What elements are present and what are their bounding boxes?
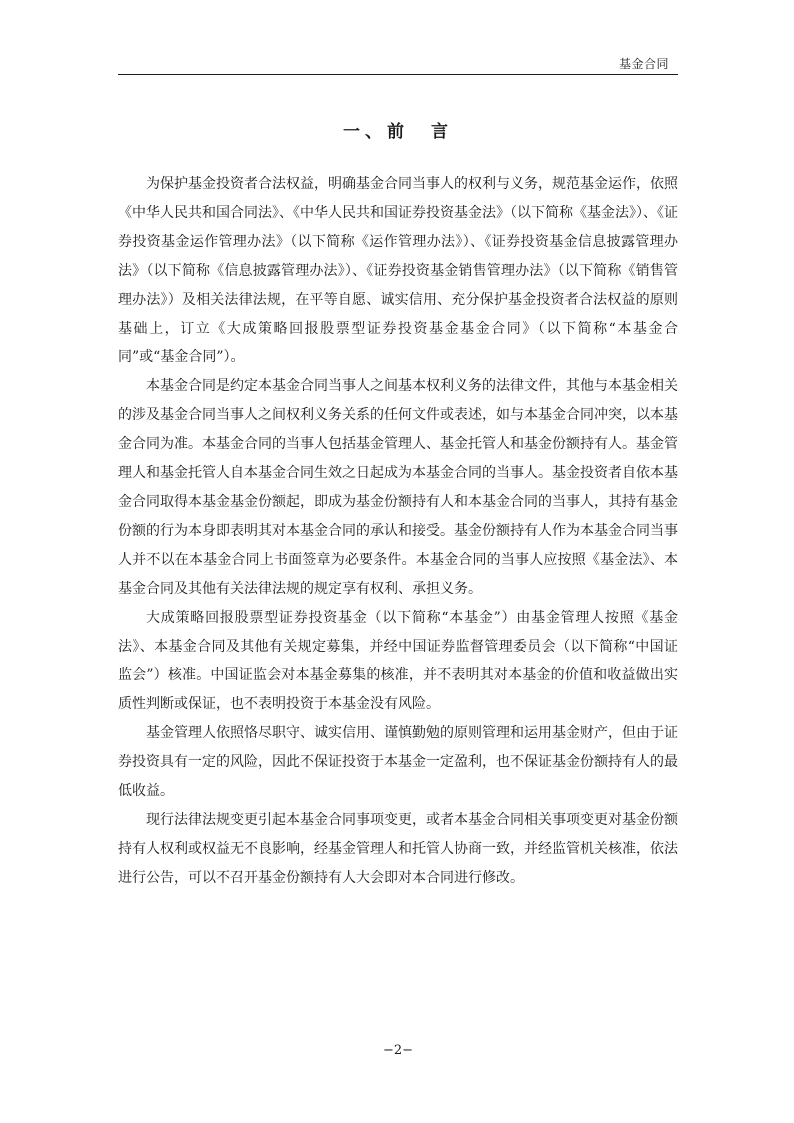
paragraph-5: 现行法律法规变更引起本基金合同事项变更，或者本基金合同相关事项变更对基金份额持有人权利或权益无不良影响，经基金管理人和托管人协商一致，并经监管机关核准，依法进行公告，可以不召开基金份额持有人大会即对本合同进行修改。 <box>118 811 678 886</box>
header-rule <box>118 74 678 75</box>
paragraph-4: 基金管理人依照恪尽职守、诚实信用、谨慎勤勉的原则管理和运用基金财产，但由于证券投资具有一定的风险，因此不保证投资于本基金一定盈利，也不保证基金份额持有人的最低收益。 <box>118 725 678 800</box>
body-text <box>118 170 678 893</box>
section-title: 一、前 言 <box>343 122 453 142</box>
paragraph-1: 为保护基金投资者合法权益，明确基金合同当事人的权利与义务，规范基金运作，依照《中华人民共和国合同法》、《中华人民共和国证券投资基金法》（以下简称《基金法》）、《证券投资基金运作管理办法》（以下简称《运作管理办法》）、《证券投资基金信息披露管理办法》（以下简称《信息披露管理办法》）、《证券投资基金销售管理办法》（以下简称《销售管理办法》）及相关法律法规，在平等自愿、诚实信用、充分保护基金投资者合法权益的原则基础上，订立《大成策略回报股票型证券投资基金基金合同》（以下简称“本基金合同”或“基金合同”）。 <box>118 176 678 366</box>
page-number: −2− <box>382 1043 414 1058</box>
paragraph-3: 大成策略回报股票型证券投资基金（以下简称“本基金”）由基金管理人按照《基金法》、本基金合同及其他有关规定募集，并经中国证券监督管理委员会（以下简称“中国证监会”）核准。中国证监会对本基金募集的核准，并不表明其对本基金的价值和收益做出实质性判断或保证，也不表明投资于本基金没有风险。 <box>118 609 678 713</box>
running-header-title: 基金合同 <box>618 57 669 71</box>
paragraph-2: 本基金合同是约定本基金合同当事人之间基本权利义务的法律文件，其他与本基金相关的涉及基金合同当事人之间权利义务关系的任何文件或表述，如与本基金合同冲突，以本基金合同为准。本基金合同的当事人包括基金管理人、基金托管人和基金份额持有人。基金管理人和基金托管人自本基金合同生效之日起成为本基金合同的当事人。基金投资者自依本基金合同取得本基金基金份额起，即成为基金份额持有人和本基金合同的当事人，其持有基金份额的行为本身即表明其对本基金合同的承认和接受。基金份额持有人作为本基金合同当事人并不以在本基金合同上书面签章为必要条件。本基金合同的当事人应按照《基金法》、本基金合同及其他有关法律法规的规定享有权利、承担义务。 <box>118 378 678 597</box>
